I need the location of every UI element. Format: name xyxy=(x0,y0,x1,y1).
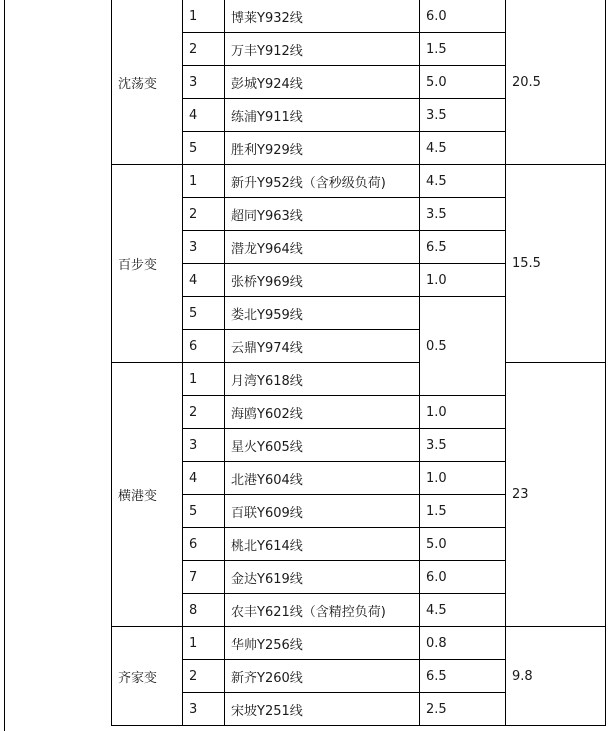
line-load: 6.5 xyxy=(420,660,506,693)
substation-total: 15.5 xyxy=(506,165,606,363)
line-number: 2 xyxy=(183,660,225,693)
substation-total: 23 xyxy=(506,363,606,627)
line-load: 5.0 xyxy=(420,528,506,561)
line-number: 4 xyxy=(183,99,225,132)
line-load: 4.5 xyxy=(420,594,506,627)
line-load: 4.5 xyxy=(420,132,506,165)
line-name: 宋坡Y251线 xyxy=(225,693,420,726)
load-table xyxy=(111,0,606,726)
left-border-line xyxy=(4,0,5,731)
line-load: 6.0 xyxy=(420,561,506,594)
line-number: 2 xyxy=(183,198,225,231)
substation-total: 9.8 xyxy=(506,627,606,726)
line-number: 6 xyxy=(183,330,225,363)
line-number: 4 xyxy=(183,462,225,495)
line-number: 1 xyxy=(183,363,225,396)
line-load: 2.5 xyxy=(420,693,506,726)
line-name: 农丰Y621线（含精控负荷) xyxy=(225,594,420,627)
substation-total: 20.5 xyxy=(506,0,606,165)
line-load: 0.8 xyxy=(420,627,506,660)
table-row xyxy=(112,627,606,660)
line-load: 5.0 xyxy=(420,66,506,99)
line-number: 5 xyxy=(183,495,225,528)
line-number: 8 xyxy=(183,594,225,627)
line-number: 5 xyxy=(183,297,225,330)
substation-name: 百步变 xyxy=(112,165,183,363)
line-name: 超同Y963线 xyxy=(225,198,420,231)
line-number: 1 xyxy=(183,0,225,33)
line-name: 胜利Y929线 xyxy=(225,132,420,165)
line-load: 1.0 xyxy=(420,462,506,495)
line-name: 海鸥Y602线 xyxy=(225,396,420,429)
line-name: 华帅Y256线 xyxy=(225,627,420,660)
table-row xyxy=(112,0,606,33)
line-name: 金达Y619线 xyxy=(225,561,420,594)
line-load: 1.5 xyxy=(420,33,506,66)
line-name: 彭城Y924线 xyxy=(225,66,420,99)
line-number: 6 xyxy=(183,528,225,561)
line-name: 北港Y604线 xyxy=(225,462,420,495)
line-load: 1.0 xyxy=(420,264,506,297)
substation-name: 齐家变 xyxy=(112,627,183,726)
line-name: 星火Y605线 xyxy=(225,429,420,462)
line-number: 7 xyxy=(183,561,225,594)
substation-name: 沈荡变 xyxy=(112,0,183,165)
line-name: 新升Y952线（含秒级负荷) xyxy=(225,165,420,198)
line-load: 1.0 xyxy=(420,396,506,429)
line-load: 1.5 xyxy=(420,495,506,528)
line-name: 娄北Y959线 xyxy=(225,297,420,330)
line-number: 1 xyxy=(183,627,225,660)
substation-name: 横港变 xyxy=(112,363,183,627)
line-number: 2 xyxy=(183,396,225,429)
line-name: 万丰Y912线 xyxy=(225,33,420,66)
line-name: 练浦Y911线 xyxy=(225,99,420,132)
line-load: 3.5 xyxy=(420,198,506,231)
line-number: 3 xyxy=(183,66,225,99)
line-number: 4 xyxy=(183,264,225,297)
line-load: 3.5 xyxy=(420,99,506,132)
line-name: 张桥Y969线 xyxy=(225,264,420,297)
line-name: 潜龙Y964线 xyxy=(225,231,420,264)
table-row xyxy=(112,363,606,396)
line-name: 桃北Y614线 xyxy=(225,528,420,561)
line-number: 1 xyxy=(183,165,225,198)
line-load: 6.5 xyxy=(420,231,506,264)
line-number: 5 xyxy=(183,132,225,165)
line-name: 月湾Y618线 xyxy=(225,363,420,396)
line-load: 4.5 xyxy=(420,165,506,198)
line-name: 云鼎Y974线 xyxy=(225,330,420,363)
line-number: 3 xyxy=(183,429,225,462)
line-name: 新齐Y260线 xyxy=(225,660,420,693)
line-number: 3 xyxy=(183,231,225,264)
line-name: 百联Y609线 xyxy=(225,495,420,528)
line-name: 博莱Y932线 xyxy=(225,0,420,33)
line-number: 3 xyxy=(183,693,225,726)
table-row xyxy=(112,165,606,198)
shared-line-load: 0.5 xyxy=(420,297,506,396)
line-load: 6.0 xyxy=(420,0,506,33)
line-load: 3.5 xyxy=(420,429,506,462)
line-number: 2 xyxy=(183,33,225,66)
